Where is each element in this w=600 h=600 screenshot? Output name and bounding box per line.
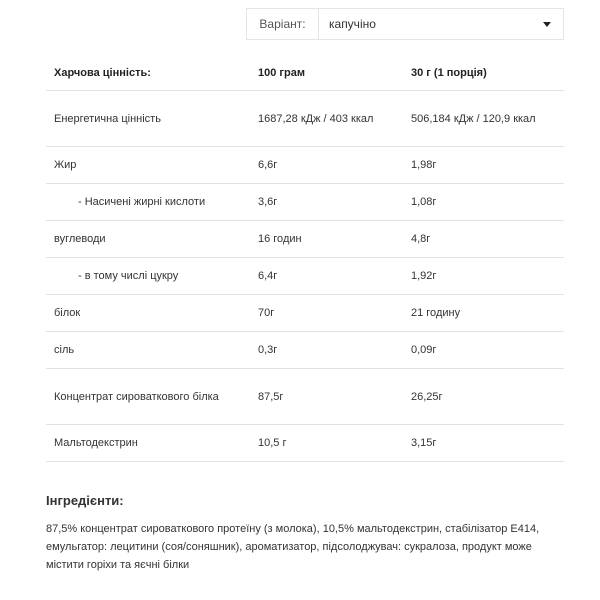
- table-row: [46, 258, 564, 295]
- nutrient-name: - Насичені жирні кислоти: [46, 184, 250, 221]
- value-per-serving: 1,98г: [403, 147, 564, 184]
- value-per-100g: 6,4г: [250, 258, 403, 295]
- table-row: [46, 295, 564, 332]
- table-row: [46, 221, 564, 258]
- ingredients-heading: Інгредієнти:: [46, 493, 124, 508]
- value-per-100g: 10,5 г: [250, 425, 403, 462]
- variant-selector: [0, 0, 600, 50]
- value-per-100g: 70г: [250, 295, 403, 332]
- table-row: [46, 91, 564, 147]
- value-per-serving: 1,08г: [403, 184, 564, 221]
- nutrient-name: сіль: [46, 332, 250, 369]
- variant-selected-value: капучіно: [329, 17, 376, 31]
- nutrient-name: вуглеводи: [46, 221, 250, 258]
- value-per-100g: 87,5г: [250, 369, 403, 425]
- value-per-serving: 1,92г: [403, 258, 564, 295]
- table-row: [46, 332, 564, 369]
- value-per-serving: 0,09г: [403, 332, 564, 369]
- nutrient-name: - в тому числі цукру: [46, 258, 250, 295]
- nutrient-name: Концентрат сироваткового білка: [46, 369, 250, 425]
- value-per-serving: 506,184 кДж / 120,9 ккал: [403, 91, 564, 147]
- nutrient-name: Жир: [46, 147, 250, 184]
- value-per-100g: 1687,28 кДж / 403 ккал: [250, 91, 403, 147]
- value-per-100g: 0,3г: [250, 332, 403, 369]
- chevron-down-icon: [543, 22, 551, 27]
- value-per-serving: 21 годину: [403, 295, 564, 332]
- nutrient-name: Енергетична цінність: [46, 91, 250, 147]
- nutrient-name: Мальтодекстрин: [46, 425, 250, 462]
- nutrient-name: білок: [46, 295, 250, 332]
- value-per-serving: 26,25г: [403, 369, 564, 425]
- value-per-100g: 3,6г: [250, 184, 403, 221]
- value-per-serving: 3,15г: [403, 425, 564, 462]
- variant-label: Варіант:: [246, 8, 318, 40]
- value-per-serving: 4,8г: [403, 221, 564, 258]
- table-row: [46, 184, 564, 221]
- table-row: [46, 425, 564, 462]
- table-row: [46, 147, 564, 184]
- nutrition-table: [46, 56, 564, 462]
- value-per-100g: 16 годин: [250, 221, 403, 258]
- column-header-per-serving: 30 г (1 порція): [411, 67, 487, 79]
- variant-dropdown[interactable]: [318, 8, 564, 40]
- table-row: [46, 369, 564, 425]
- column-header-nutrient: Харчова цінність:: [54, 67, 151, 79]
- table-header-row: [46, 56, 564, 91]
- column-header-per-100g: 100 грам: [258, 67, 305, 79]
- ingredients-text: 87,5% концентрат сироваткового протеїну (з молока), 10,5% мальтодекстрин, стабілізатор E414, емульгатор: лецитини (соя/соняшник), ароматизатор, підсолоджувач: сукралоза, продукт може містити горіхи та яєчні білки: [46, 523, 540, 571]
- value-per-100g: 6,6г: [250, 147, 403, 184]
